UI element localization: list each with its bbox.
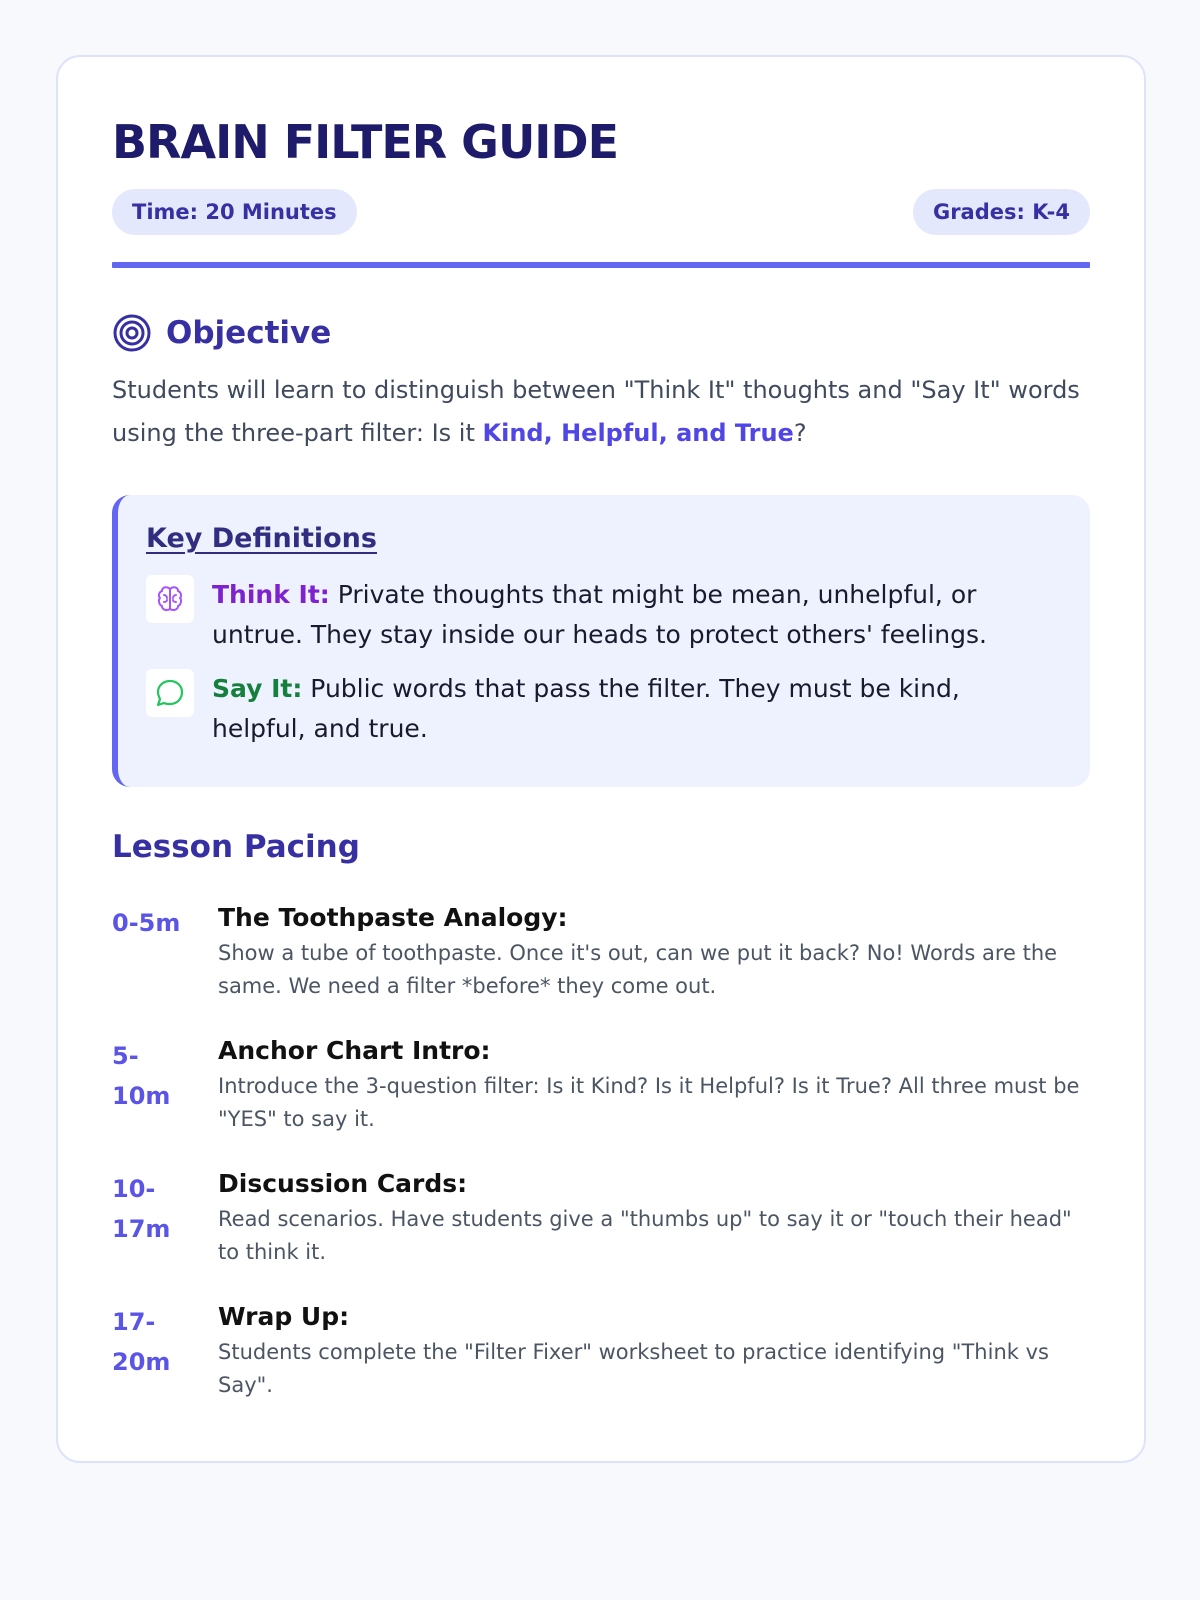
step-body [218,1300,1090,1433]
pacing-step [112,1167,1090,1300]
pacing-list [112,901,1090,1433]
step-title: Discussion Cards: [218,1169,468,1198]
step-description: Show a tube of toothpaste. Once it's out, can we put it back? No! Words are the same. We need a filter *before* they come out. [218,941,1058,998]
step-title: Anchor Chart Intro: [218,1036,491,1065]
objective-heading: Objective [166,315,332,351]
step-body [218,1167,1090,1300]
brain-icon [146,575,194,623]
step-body [218,901,1090,1034]
step-time: 0-5m [112,909,181,937]
step-title: Wrap Up: [218,1302,350,1331]
pacing-step [112,1034,1090,1167]
target-icon [112,313,152,353]
step-time [112,1034,218,1167]
step-time-start: 10- 17m [112,1175,171,1243]
header-divider [112,262,1090,268]
definition-think-it-text [212,575,1060,655]
step-body [218,1034,1090,1167]
step-time-start: 5- 10m [112,1042,171,1110]
objective-highlight: Kind, Helpful, and True [482,419,794,447]
definition-say-it [146,669,1060,749]
definitions-heading: Key Definitions [146,523,377,554]
page-title: BRAIN FILTER GUIDE [112,115,619,169]
lesson-card [56,55,1146,1463]
say-it-description: Public words that pass the filter. They must be kind, helpful, and true. [212,674,960,743]
step-description: Read scenarios. Have students give a "thumbs up" to say it or "touch their head" to think it. [218,1207,1072,1264]
objective-header [112,311,1090,355]
grades-badge: Grades: K-4 [913,189,1090,235]
pacing-step [112,901,1090,1034]
speech-bubble-icon [146,669,194,717]
time-badge: Time: 20 Minutes [112,189,357,235]
meta-row [112,189,1090,235]
step-time [112,1167,218,1300]
definition-say-it-text [212,669,1060,749]
step-title: The Toothpaste Analogy: [218,903,568,932]
key-definitions-box [112,495,1090,787]
objective-text-end: ? [793,419,807,447]
objective-text-start: Students will learn to distinguish between "Think It" thoughts and "Say It" words using the three-part filter: Is it [112,376,1080,447]
think-it-description: Private thoughts that might be mean, unhelpful, or untrue. They stay inside our heads to protect others' feelings. [212,580,987,649]
think-it-label: Think It: [212,580,330,609]
definition-think-it [146,575,1060,655]
say-it-label: Say It: [212,674,303,703]
step-description: Students complete the "Filter Fixer" worksheet to practice identifying "Think vs Say". [218,1340,1049,1397]
pacing-heading: Lesson Pacing [112,829,360,865]
objective-text [112,369,1090,455]
step-time-start: 17- 20m [112,1308,171,1376]
pacing-step [112,1300,1090,1433]
step-time [112,1300,218,1433]
step-description: Introduce the 3-question filter: Is it Kind? Is it Helpful? Is it True? All three must be "YES" to say it. [218,1074,1080,1131]
